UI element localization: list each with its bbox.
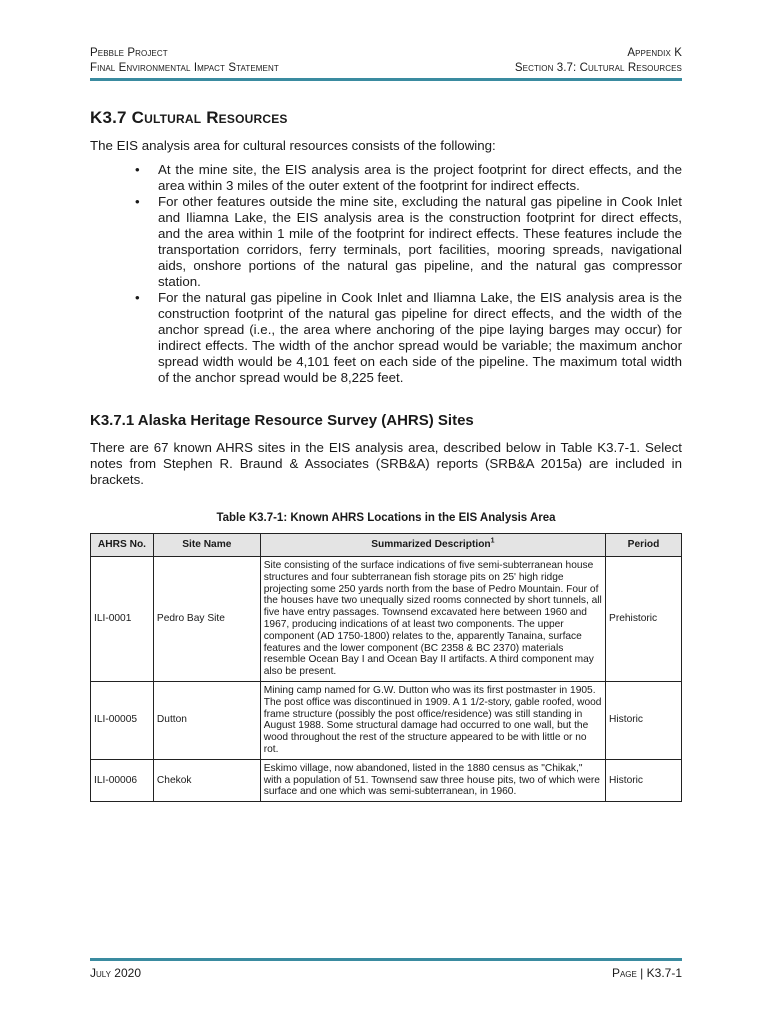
cell-site-name: Chekok: [153, 759, 260, 801]
footer-page: Page | K3.7-1: [611, 966, 682, 980]
bullet-list: [134, 162, 682, 386]
intro-paragraph: The EIS analysis area for cultural resources consists of the following:: [90, 138, 496, 153]
cell-ahrs-no: ILI-0001: [91, 557, 154, 682]
bullet-icon: •: [135, 194, 140, 209]
cell-period: Historic: [606, 681, 682, 759]
cell-ahrs-no: ILI-00005: [91, 681, 154, 759]
header-appendix: Appendix K: [627, 47, 682, 59]
header-divider: [90, 78, 682, 81]
bullet-item: • At the mine site, the EIS analysis area is the project footprint for direct effects, and the area within 3 miles of the outer extent of the footprint for indirect effects.: [135, 162, 682, 193]
cell-description: Site consisting of the surface indications of five semi-subterranean house structures and four subterranean fish storage pits on 25' high ridge projecting some 250 yards north from the base of Pedro Mountain. Four of the houses have two unequally sized rooms connected by short tunnels, all five have entry passages. Townsend excavated here between 1960 and 1967, producing indications of at least two components. The upper component (AD 1750-1800) relates to the, apparently Tanaina, surface features and the lower component (BC 2358 & BC 2370) materials resemble Ocean Bay I and Ocean Bay II artifacts. A third component may also be present.: [260, 557, 605, 682]
ahrs-table: [90, 533, 682, 802]
document-page: [90, 0, 682, 1024]
col-header-site-name: Site Name: [153, 534, 260, 557]
header-section: Section 3.7: Cultural Resources: [514, 62, 682, 74]
bullet-icon: •: [135, 290, 140, 305]
section-heading: K3.7 Cultural Resources: [90, 108, 288, 127]
table-row: [91, 557, 682, 682]
bullet-icon: •: [135, 162, 140, 177]
footer-divider: [90, 958, 682, 961]
header-statement: Final Environmental Impact Statement: [90, 62, 279, 74]
table-caption: Table K3.7-1: Known AHRS Locations in the EIS Analysis Area: [216, 512, 556, 524]
col-header-description: Summarized Description$^1$: [260, 534, 605, 557]
subsection-heading: K3.7.1 Alaska Heritage Resource Survey (AHRS) Sites: [90, 412, 474, 429]
cell-description: Eskimo village, now abandoned, listed in the 1880 census as "Chikak," with a population of 51. Townsend saw three house pits, two of which were surface and one which was semi-subterranean, in 1960.: [260, 759, 605, 801]
footnote-marker: 1: [490, 537, 495, 545]
cell-site-name: Dutton: [153, 681, 260, 759]
table-row: [91, 681, 682, 759]
cell-period: Prehistoric: [606, 557, 682, 682]
page-number: K3.7-1: [646, 966, 682, 980]
cell-period: Historic: [606, 759, 682, 801]
cell-ahrs-no: ILI-00006: [91, 759, 154, 801]
ahrs-paragraph: There are 67 known AHRS sites in the EIS analysis area, described below in Table K3.7-1. Select notes from Stephen R. Braund & Associates (SRB&A) reports (SRB&A 2015a) are included in brackets.: [90, 440, 682, 487]
bullet-item: • For the natural gas pipeline in Cook Inlet and Iliamna Lake, the EIS analysis area is the construction footprint of the natural gas pipeline for direct effects, and the width of the anchor spread (i.e., the area where anchoring of the pipe laying barges may occur) for indirect effects. The width of the anchor spread would be variable; the maximum anchor spread width would be 4,101 feet on each side of the pipeline. The maximum total width of the anchor spread would be 8,225 feet.: [135, 290, 682, 385]
header-project: Pebble Project: [90, 47, 168, 59]
col-header-ahrs-no: AHRS No.: [91, 534, 154, 557]
table-row: [91, 759, 682, 801]
cell-description: Mining camp named for G.W. Dutton who was its first postmaster in 1905. The post office was discontinued in 1909. A 1 1/2-story, gable roofed, wood frame structure (possibly the post office/residence) was still standing in August 1988. Some structural damage had occurred to one wall, but the wood throughout the rest of the structure appeared to be with little or no rot.: [260, 681, 605, 759]
bullet-item: • For other features outside the mine site, excluding the natural gas pipeline in Cook Inlet and Iliamna Lake, the EIS analysis area is the construction footprint for direct effects, and the area within 1 mile of the footprint for indirect effects. These features include the transportation corridors, ferry terminals, port facilities, mooring spreads, navigational aids, onshore portions of the natural gas pipeline, and the natural gas compressor station.: [135, 194, 682, 289]
col-header-period: Period: [606, 534, 682, 557]
table-header-row: [91, 534, 682, 557]
footer-date: July 2020: [90, 966, 141, 980]
cell-site-name: Pedro Bay Site: [153, 557, 260, 682]
